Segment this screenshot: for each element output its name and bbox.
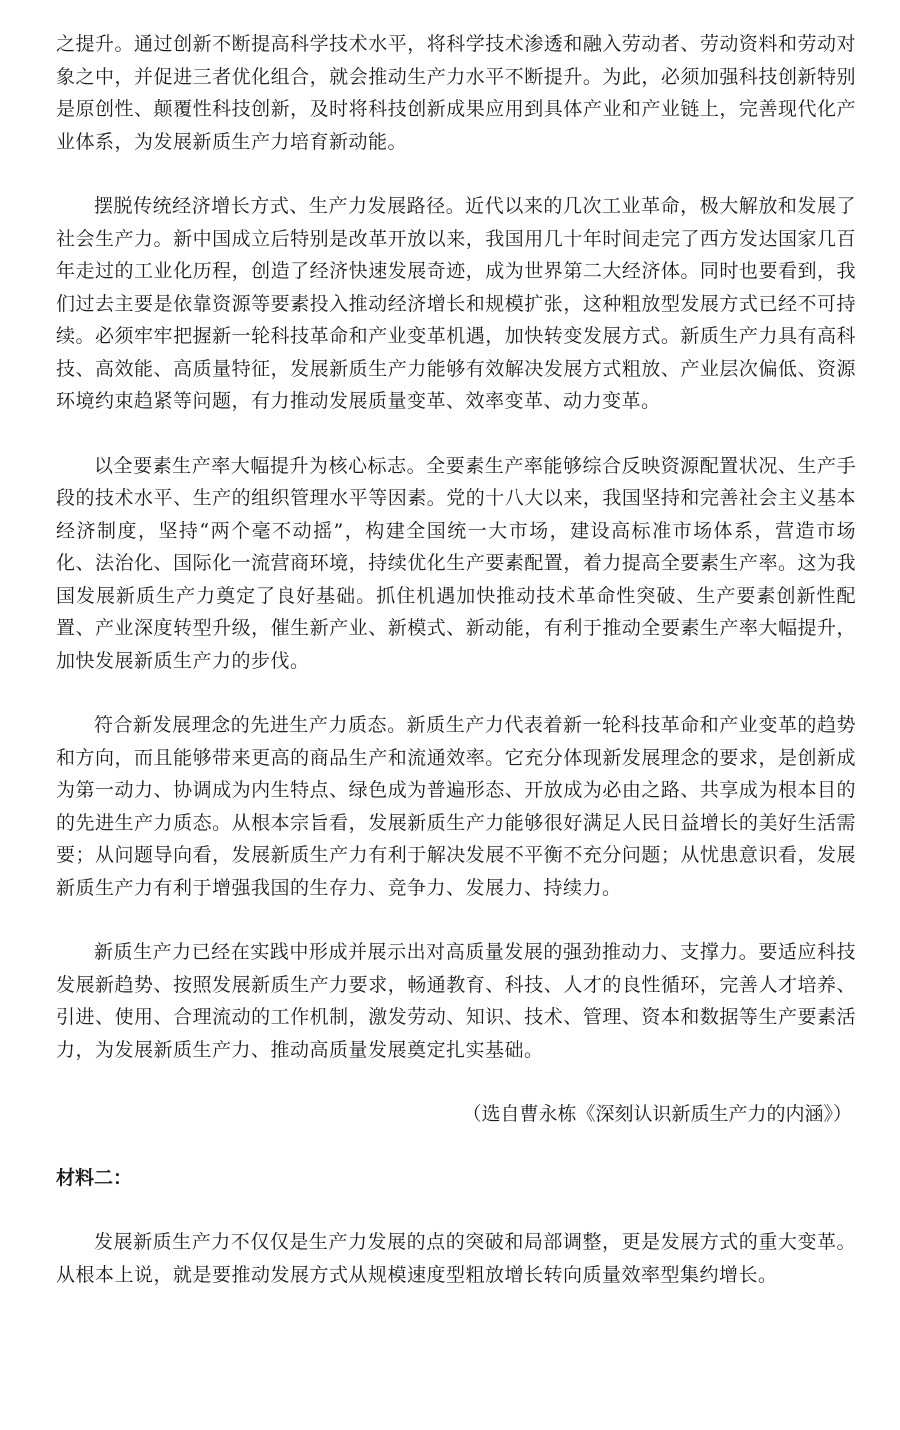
paragraph-gap [56, 418, 856, 450]
paragraph-gap [56, 1130, 856, 1162]
paragraph-gap [56, 904, 856, 936]
material-two-heading: 材料二： [56, 1167, 133, 1189]
paragraph-gap [56, 677, 856, 709]
paragraph-growth-mode: 摆脱传统经济增长方式、生产力发展路径。近代以来的几次工业革命，极大解放和发展了社会生产力。新中国成立后特别是改革开放以来，我国用几十年时间走完了西方发达国家几百年走过的工业化历程，创造了经济快速发展奇迹，成为世界第二大经济体。同时也要看到，我们过去主要是依靠资源等要素投入推动经济增长和规模扩张，这种粗放型发展方式已经不可持续。必须牢牢把握新一轮科技革命和产业变革机遇，加快转变发展方式。新质生产力具有高科技、高效能、高质量特征，发展新质生产力能够有效解决发展方式粗放、产业层次偏低、资源环境约束趋紧等问题，有力推动发展质量变革、效率变革、动力变革。 [56, 195, 856, 412]
paragraph-practice: 新质生产力已经在实践中形成并展示出对高质量发展的强劲推动力、支撑力。要适应科技发展新趋势、按照发展新质生产力要求，畅通教育、科技、人才的良性循环，完善人才培养、引进、使用、合理流动的工作机制，激发劳动、知识、技术、管理、资本和数据等生产要素活力，为发展新质生产力、推动高质量发展奠定扎实基础。 [56, 941, 856, 1061]
paragraph-tfp: 以全要素生产率大幅提升为核心标志。全要素生产率能够综合反映资源配置状况、生产手段的技术水平、生产的组织管理水平等因素。党的十八大以来，我国坚持和完善社会主义基本经济制度，坚持“两个毫不动摇”，构建全国统一大市场，建设高标准市场体系，营造市场化、法治化、国际化一流营商环境，持续优化生产要素配置，着力提高全要素生产率。这为我国发展新质生产力奠定了良好基础。抓住机遇加快推动技术革命性突破、生产要素创新性配置、产业深度转型升级，催生新产业、新模式、新动能，有利于推动全要素生产率大幅提升，加快发展新质生产力的步伐。 [56, 454, 856, 672]
material-two-paragraph: 发展新质生产力不仅仅是生产力发展的点的突破和局部调整，更是发展方式的重大变革。从根本上说，就是要推动发展方式从规模速度型粗放增长转向质量效率型集约增长。 [56, 1231, 856, 1286]
paragraph-gap [56, 1194, 856, 1226]
paragraph-continuation: 之提升。通过创新不断提高科学技术水平，将科学技术渗透和融入劳动者、劳动资料和劳动对象之中，并促进三者优化组合，就会推动生产力水平不断提升。为此，必须加强科技创新特别是原创性、颠覆性科技创新，及时将科技创新成果应用到具体产业和产业链上，完善现代化产业体系，为发展新质生产力培育新动能。 [56, 33, 856, 153]
paragraph-gap [56, 1066, 856, 1098]
paragraph-gap [56, 158, 856, 190]
source-citation: （选自曹永栋《深刻认识新质生产力的内涵》） [462, 1103, 852, 1125]
paragraph-new-development-concept: 符合新发展理念的先进生产力质态。新质生产力代表着新一轮科技革命和产业变革的趋势和方向，而且能够带来更高的商品生产和流通效率。它充分体现新发展理念的要求，是创新成为第一动力、协调成为内生特点、绿色成为普遍形态、开放成为必由之路、共享成为根本目的的先进生产力质态。从根本宗旨看，发展新质生产力能够很好满足人民日益增长的美好生活需要；从问题导向看，发展新质生产力有利于解决发展不平衡不充分问题；从忧患意识看，发展新质生产力有利于增强我国的生存力、竞争力、发展力、持续力。 [56, 714, 856, 899]
